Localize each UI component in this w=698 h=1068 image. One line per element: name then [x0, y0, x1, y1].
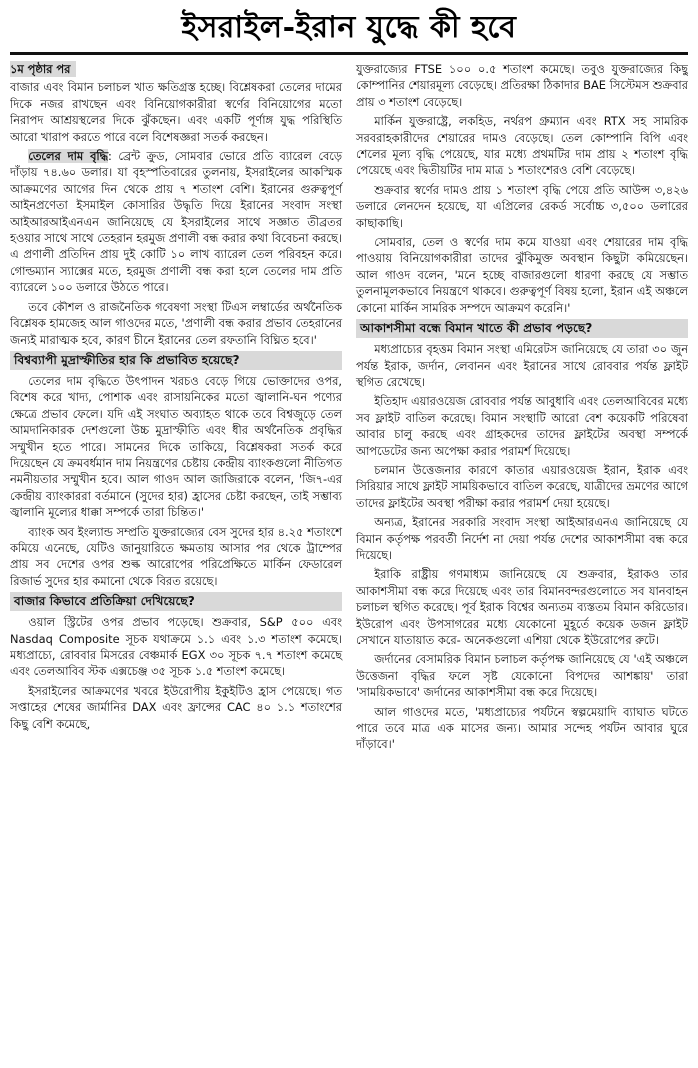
- oil-subhead: তেলের দাম বৃদ্ধি: [28, 149, 109, 164]
- headline-rule: [10, 52, 688, 55]
- paragraph: ব্যাংক অব ইংল্যান্ড সম্প্রতি যুক্তরাজ্যের বেস সুদের হার ৪.২৫ শতাংশে কমিয়ে এনেছে, যেটিও জানুয়ারিতে ক্ষমতায় আসার পর থেকে ট্রাম্পের প্রায় সব দেশের ওপর শুল্ক আরোপের পরিপ্রেক্ষিতে মার্কিন ফেডারেল রিজার্ভ সুদের হার কমানো থেকে বিরত রয়েছে।: [10, 524, 342, 588]
- paragraph: ইরাকি রাষ্ট্রীয় গণমাধ্যম জানিয়েছে যে শুক্রবার, ইরাকও তার আকাশসীমা বন্ধ করে দিয়েছে এবং তার বিমানবন্দরগুলোতে সব যানবাহন চলাচল স্থগিত করেছে। পূর্ব ইরাক বিশ্বের অন্যতম ব্যস্ততম বিমান করিডোর। ইউরোপ এবং উপসাগরের মধ্যে যেকোনো মুহূর্তে কয়েক ডজন ফ্লাইট সেখানে যাতায়াত করে- অনেকগুলো এশিয়া থেকে ইউরোপের রুটে।: [356, 567, 688, 647]
- paragraph: জর্দানের বেসামরিক বিমান চলাচল কর্তৃপক্ষ জানিয়েছে যে 'এই অঞ্চলে উত্তেজনা বৃদ্ধির ফলে সৃষ্ট যেকোনো বিপদের আশঙ্কায়' তারা 'সাময়িকভাবে' জর্দানের আকাশসীমা বন্ধ করে দিয়েছে।: [356, 652, 688, 700]
- paragraph: বাজার এবং বিমান চলাচল খাত ক্ষতিগ্রস্ত হচ্ছে। বিশ্লেষকরা তেলের দামের দিকে নজর রাখছেন এবং বিনিয়োগকারীরা স্বর্ণের বিনিয়োগের মতো নিরাপদ আশ্রয়স্থলের দিকে ঝুঁকছেন। এবং একটি পূর্ণাঙ্গ যুদ্ধ পরিস্থিতি আরো খারাপ করতে পারে বলে বিশেষজ্ঞরা সতর্ক করছেন।: [10, 80, 342, 144]
- market-subhead: বাজার কিভাবে প্রতিক্রিয়া দেখিয়েছে?: [10, 592, 342, 611]
- paragraph: তেলের দাম বৃদ্ধিতে উৎপাদন খরচও বেড়ে গিয়ে ভোক্তাদের ওপর, বিশেষ করে খাদ্য, পোশাক এবং রাসায়নিকের মতো জ্বালানি-ঘন পণ্যের ক্ষেত্রে প্রভাব ফেলে। যদি এই সংঘাত অব্যাহত থাকে তবে বিশ্বজুড়ে তেল আমদানিকারক দেশগুলো উচ্চ মুদ্রাস্ফীতি এবং ধীর অর্থনৈতিক প্রবৃদ্ধির সম্মুখীন হতে পারে। সামনের দিকে তাকিয়ে, বিশ্লেষকরা সতর্ক করে দিয়েছেন যে ক্রমবর্ধমান দাম নিয়ন্ত্রণের চেষ্টায় কেন্দ্রীয় ব্যাংকগুলো নীতিগত নমনীয়তার সম্মুখীন হবে। আল গাওদ আল জাজিরাকে বলেন, 'জি৭-এর কেন্দ্রীয় ব্যাংকাররা বর্তমানে (সুদের হার) হ্রাসের চেষ্টা করছেন, তাই সম্ভাব্য জ্বালানি মূল্যের ধাক্কা সম্পর্কে তারা চিন্তিত।': [10, 373, 342, 520]
- paragraph: অন্যত্র, ইরানের সরকারি সংবাদ সংস্থা আইআরএনএ জানিয়েছে যে বিমান কর্তৃপক্ষ পরবর্তী নির্দেশ না দেয়া পর্যন্ত দেশের আকাশসীমা বন্ধ করে দিয়েছে।: [356, 515, 688, 562]
- paragraph: আল গাওদের মতে, 'মধ্যপ্রাচ্যের পর্যটনে স্বল্পমেয়াদি ব্যাঘাত ঘটতে পারে তবে মাত্র এক মাসের জন্য। আমার সন্দেহ পর্যটন আবার ঘুরে দাঁড়াবে।': [356, 704, 688, 752]
- newspaper-page: [0, 6, 698, 1068]
- paragraph: ওয়াল স্ট্রিটের ওপর প্রভাব পড়েছে। শুক্রবার, S&P ৫০০ এবং Nasdaq Composite সূচক যথাক্রমে ১.১ এবং ১.৩ শতাংশ কমেছে। মধ্যপ্রাচ্যে, রোববার মিসরের বেঞ্চমার্ক EGX ৩০ সূচক ৭.৭ শতাংশ কমেছে এবং তেলআবিব স্টক এক্সচেঞ্জ ৩৫ সূচক ১.৫ শতাংশ কমেছে।: [10, 615, 342, 679]
- airspace-subhead: আকাশসীমা বন্ধে বিমান খাতে কী প্রভাব পড়ছে?: [356, 319, 688, 338]
- paragraph: ইসরাইলের আক্রমণের খবরে ইউরোপীয় ইকুইটিও হ্রাস পেয়েছে। গত সপ্তাহের শেষের জার্মানির DAX এবং ফ্রান্সের CAC ৪০ ১.১ শতাংশের কিছু বেশি কমেছে,: [10, 683, 342, 731]
- paragraph: [10, 148, 342, 296]
- article-columns: [10, 61, 688, 1059]
- paragraph: যুক্তরাজ্যের FTSE ১০০ ০.৫ শতাংশ কমেছে। তবুও যুক্তরাজ্যের কিছু কোম্পানির শেয়ারমূল্য বেড়েছে। প্রতিরক্ষা ঠিকাদার BAE সিস্টেমস শুক্রবার প্রায় ৩ শতাংশ বেড়েছে।: [356, 62, 688, 109]
- paragraph: মার্কিন যুক্তরাষ্ট্রে, লকহিড, নর্থরপ গ্রুম্যান এবং RTX সহ সামরিক সরবরাহকারীদের শেয়ারের দামও বেড়েছে। তেল কোম্পানি বিপি এবং শেলের মূল্য বৃদ্ধি পেয়েছে, যার মধ্যে প্রথমটির দাম প্রায় ২ শতাংশ বৃদ্ধি পেয়েছে এবং দ্বিতীয়টির দাম মাত্র ১ শতাংশেরও বেশি বেড়েছে।: [356, 114, 688, 178]
- paragraph: তবে কৌশল ও রাজনৈতিক গবেষণা সংস্থা টিএস লম্বার্ডের অর্থনৈতিক বিশ্লেষক হামজেহ আল গাওদের মতে, 'প্রণালী বন্ধ করার প্রভাব তেহরানের জন্যই মারাত্মক হবে, কারণ চীনে ইরানের তেল রফতানি বিঘ্নিত হবে।': [10, 299, 342, 347]
- paragraph: সোমবার, তেল ও স্বর্ণের দাম কমে যাওয়া এবং শেয়ারের দাম বৃদ্ধি পাওয়ায় বিনিয়োগকারীরা তাদের ঝুঁকিমুক্ত অবস্থান কিছুটা কমিয়েছেন। আল গাওদ বলেন, 'মনে হচ্ছে বাজারগুলো ধারণা করছে যে সম্ভাত তুলনামূলকভাবে নিয়ন্ত্রণে থাকবে। গুরুত্বপূর্ণ বিষয় হলো, ইরান এই অঞ্চলে কোনো মার্কিন সামরিক সম্পদে আক্রমণ করেনি।': [356, 235, 688, 315]
- paragraph: শুক্রবার স্বর্ণের দামও প্রায় ১ শতাংশ বৃদ্ধি পেয়ে প্রতি আউন্স ৩,৪২৬ ডলারে লেনদেন হয়েছে, যা এপ্রিলের রেকর্ড সর্বোচ্চ ৩,৫০০ ডলারের কাছাকাছি।: [356, 182, 688, 230]
- paragraph: ইতিহাদ এয়ারওয়েজ রোববার পর্যন্ত আবুধাবি এবং তেলআবিবের মধ্যে সব ফ্লাইট বাতিল করেছে। বিমান সংস্থাটি আরো বেশ কয়েকটি পরিষেবা আবার চালু করছে এবং গ্রাহকদের তাদের ফ্লাইটের অবস্থা সম্পর্কে আপডেটের জন্য অপেক্ষা করার পরামর্শ দিয়েছে।: [356, 394, 688, 458]
- continued-label: ১ম পৃষ্ঠার পর: [10, 61, 76, 77]
- left-column: [10, 61, 342, 1059]
- inflation-subhead: বিশ্বব্যাপী মুদ্রাস্ফীতির হার কি প্রভাবিত হয়েছে?: [10, 351, 342, 370]
- headline: ইসরাইল-ইরান যুদ্ধে কী হবে: [181, 10, 517, 45]
- paragraph: মধ্যপ্রাচ্যের বৃহত্তম বিমান সংস্থা এমিরেটস জানিয়েছে যে তারা ৩০ জুন পর্যন্ত ইরাক, জর্দান, লেবানন এবং ইরানের সাথে রোববার পর্যন্ত ফ্লাইট স্থগিত রেখেছে।: [356, 342, 688, 389]
- paragraph: চলমান উত্তেজনার কারণে কাতার এয়ারওয়েজ ইরান, ইরাক এবং সিরিয়ার সাথে ফ্লাইট সাময়িকভাবে বাতিল করেছে, যাত্রীদের ভ্রমণের আগে তাদের ফ্লাইটের অবস্থা পরীক্ষা করার পরামর্শ দেয়া হয়েছে।: [356, 462, 688, 510]
- paragraph-text: : ব্রেন্ট ক্রুড, সোমবার ভোরে প্রতি ব্যারেল বেড়ে দাঁড়ায় ৭৪.৬০ ডলার। যা বৃহস্পতিবারের তুলনায়, ইসরাইলের আকস্মিক আক্রমণের আগের দিন থেকে প্রায় ৭ শতাংশ বেশি। ইরানের গুরুত্বপূর্ণ আইনপ্রণেতা ইসমাইল কোসারির উদ্ধৃতি দিয়ে ইরানের সংবাদ সংস্থা আইআরআইএনএন জানিয়েছে যে ইসরাইলের সাথে সজ্ঞাত তীব্রতর হওয়ার সাথে সাথে তেহরান হরমুজ প্রণালী বন্ধ করার কথা বিবেচনা করছে। এ প্রণালী প্রতিদিন প্রায় দুই কোটি ১০ লাখ ব্যারেল তেল পরিবহন করে। গোল্ডম্যান স্যাক্সের মতে, হরমুজ প্রণালী বন্ধ করা হলে তেলের দাম প্রতি ব্যারেলে ১০০ ডলারে উঠতে পারে।: [10, 149, 342, 295]
- right-column: [356, 61, 688, 1059]
